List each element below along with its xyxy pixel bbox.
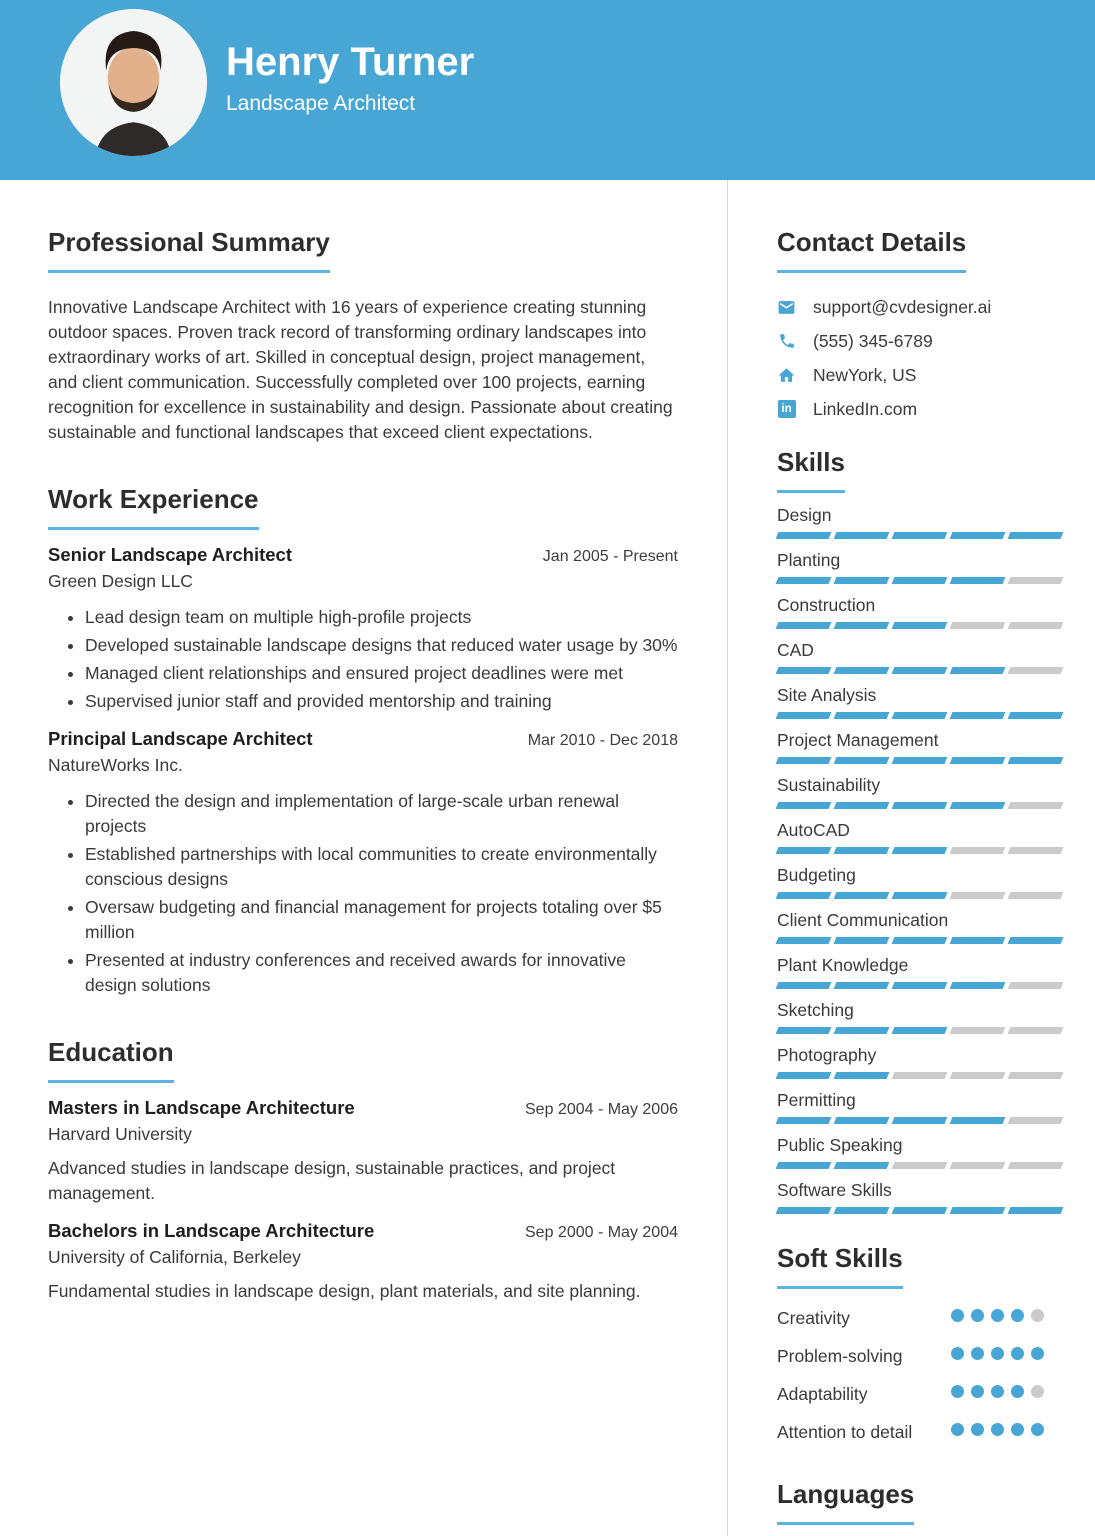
level-segment	[834, 667, 890, 674]
skill-name: Planting	[777, 549, 841, 570]
skill-name: Software Skills	[777, 1179, 892, 1200]
level-segment	[834, 1207, 890, 1214]
soft-skill-dots	[951, 1419, 1044, 1436]
level-segment	[1008, 982, 1064, 989]
level-segment	[1008, 757, 1064, 764]
degree-entry	[48, 1220, 678, 1304]
skill-name: Project Management	[777, 729, 939, 750]
level-segment	[776, 892, 832, 899]
degree-title: Masters in Landscape Architecture	[48, 1096, 355, 1118]
level-segment	[776, 712, 832, 719]
level-segment	[1008, 847, 1064, 854]
level-dot	[971, 1423, 984, 1436]
envelope-icon	[777, 298, 796, 317]
level-segment	[1008, 937, 1064, 944]
level-segment	[1008, 802, 1064, 809]
level-segment	[892, 577, 948, 584]
main-column	[0, 180, 727, 1536]
level-dot	[951, 1385, 964, 1398]
contact-location-row	[777, 365, 1062, 386]
soft-skill-item	[777, 1305, 1062, 1332]
level-segment	[950, 757, 1006, 764]
level-segment	[1008, 1072, 1064, 1079]
soft-skills-section	[777, 1244, 1062, 1446]
skill-item	[777, 1000, 1062, 1034]
contact-linkedin[interactable]: LinkedIn.com	[813, 398, 918, 419]
contact-phone-row[interactable]	[777, 331, 1062, 352]
job-bullet: • Established partnerships with local communities to create environmentally conscious designs	[85, 842, 678, 892]
level-segment	[950, 982, 1006, 989]
skill-item	[777, 595, 1062, 629]
level-segment	[892, 847, 948, 854]
skill-level-bar	[777, 622, 1062, 629]
level-dot	[951, 1423, 964, 1436]
level-dot	[1011, 1385, 1024, 1398]
level-segment	[834, 712, 890, 719]
skill-name: Budgeting	[777, 864, 856, 885]
level-segment	[1008, 1117, 1064, 1124]
experience-heading: Work Experience	[48, 485, 259, 530]
skill-level-bar	[777, 667, 1062, 674]
level-segment	[892, 1027, 948, 1034]
education-section	[48, 1038, 678, 1304]
level-segment	[1008, 892, 1064, 899]
soft-skill-dots	[951, 1343, 1044, 1360]
skill-level-bar	[777, 937, 1062, 944]
skill-level-bar	[777, 802, 1062, 809]
job-bullet: • Lead design team on multiple high-profile projects	[85, 605, 678, 630]
level-segment	[834, 757, 890, 764]
degree-entry	[48, 1097, 678, 1206]
skill-item	[777, 550, 1062, 584]
level-segment	[1008, 1207, 1064, 1214]
soft-skill-item	[777, 1343, 1062, 1370]
level-segment	[950, 937, 1006, 944]
soft-skill-name: Attention to detail	[777, 1421, 913, 1442]
level-segment	[1008, 532, 1064, 539]
degree-description: Fundamental studies in landscape design, plant materials, and site planning.	[48, 1280, 641, 1301]
level-segment	[776, 1162, 832, 1169]
level-segment	[892, 712, 948, 719]
level-dot	[991, 1309, 1004, 1322]
home-icon	[777, 366, 796, 385]
level-dot	[1011, 1309, 1024, 1322]
level-segment	[834, 532, 890, 539]
skill-name: Client Communication	[777, 909, 949, 930]
job-title: Senior Landscape Architect	[48, 543, 292, 565]
level-dot	[1031, 1423, 1044, 1436]
contact-linkedin-row[interactable]	[777, 399, 1062, 420]
level-segment	[834, 1072, 890, 1079]
avatar	[60, 9, 207, 156]
job-entry	[48, 544, 678, 714]
level-segment	[776, 1072, 832, 1079]
person-title: Landscape Architect	[226, 92, 416, 115]
job-title: Principal Landscape Architect	[48, 727, 313, 749]
experience-section	[48, 485, 678, 998]
sidebar-column	[727, 180, 1095, 1536]
skill-level-bar	[777, 757, 1062, 764]
person-name: Henry Turner	[226, 40, 475, 84]
degree-school: Harvard University	[48, 1123, 192, 1144]
linkedin-icon: in	[777, 400, 796, 419]
soft-skill-name: Creativity	[777, 1307, 850, 1328]
level-segment	[1008, 667, 1064, 674]
job-bullet: • Presented at industry conferences and received awards for innovative design solutions	[85, 948, 678, 998]
level-dot	[971, 1347, 984, 1360]
job-dates: Mar 2010 - Dec 2018	[527, 731, 678, 749]
summary-heading: Professional Summary	[48, 228, 330, 273]
skill-item	[777, 955, 1062, 989]
level-segment	[950, 622, 1006, 629]
skill-name: CAD	[777, 639, 814, 660]
level-segment	[950, 802, 1006, 809]
level-segment	[776, 937, 832, 944]
skill-name: Site Analysis	[777, 684, 877, 705]
level-dot	[1031, 1309, 1044, 1322]
level-segment	[950, 1072, 1006, 1079]
level-dot	[991, 1385, 1004, 1398]
level-segment	[950, 1027, 1006, 1034]
level-segment	[950, 532, 1006, 539]
contact-heading: Contact Details	[777, 228, 966, 273]
job-bullets	[48, 789, 678, 998]
level-segment	[950, 712, 1006, 719]
skill-item	[777, 640, 1062, 674]
level-segment	[1008, 577, 1064, 584]
level-segment	[892, 892, 948, 899]
level-dot	[971, 1385, 984, 1398]
skill-item	[777, 505, 1062, 539]
degree-dates: Sep 2000 - May 2004	[525, 1223, 678, 1241]
skill-level-bar	[777, 1117, 1062, 1124]
level-segment	[1008, 622, 1064, 629]
level-segment	[834, 937, 890, 944]
level-segment	[892, 757, 948, 764]
soft-skill-item	[777, 1381, 1062, 1408]
level-dot	[971, 1309, 984, 1322]
soft-skill-name: Adaptability	[777, 1383, 868, 1404]
level-segment	[950, 847, 1006, 854]
skills-list	[777, 505, 1062, 1214]
level-segment	[950, 892, 1006, 899]
job-bullet: • Directed the design and implementation of large-scale urban renewal projects	[85, 789, 678, 839]
contact-list	[777, 297, 1062, 420]
skill-name: AutoCAD	[777, 819, 850, 840]
skill-item	[777, 820, 1062, 854]
level-segment	[834, 1027, 890, 1034]
level-segment	[834, 847, 890, 854]
level-dot	[991, 1347, 1004, 1360]
skill-item	[777, 1090, 1062, 1124]
level-segment	[892, 937, 948, 944]
level-segment	[776, 1207, 832, 1214]
level-dot	[991, 1423, 1004, 1436]
level-segment	[950, 1117, 1006, 1124]
level-segment	[776, 1117, 832, 1124]
level-segment	[834, 982, 890, 989]
skill-name: Sustainability	[777, 774, 881, 795]
level-dot	[951, 1309, 964, 1322]
level-dot	[951, 1347, 964, 1360]
skill-level-bar	[777, 892, 1062, 899]
level-segment	[834, 577, 890, 584]
skill-name: Public Speaking	[777, 1134, 903, 1155]
job-company: NatureWorks Inc.	[48, 754, 183, 775]
phone-icon	[777, 332, 796, 351]
job-bullets	[48, 605, 678, 714]
skill-item	[777, 685, 1062, 719]
skill-name: Plant Knowledge	[777, 954, 909, 975]
skill-level-bar	[777, 712, 1062, 719]
level-dot	[1031, 1385, 1044, 1398]
skill-level-bar	[777, 1072, 1062, 1079]
level-segment	[776, 757, 832, 764]
contact-section	[777, 228, 1062, 420]
level-segment	[950, 1207, 1006, 1214]
header-band	[0, 0, 1095, 180]
level-dot	[1011, 1423, 1024, 1436]
skill-level-bar	[777, 1027, 1062, 1034]
summary-section	[48, 228, 678, 445]
languages-heading: Languages	[777, 1480, 914, 1525]
contact-location: NewYork, US	[813, 364, 917, 385]
level-segment	[950, 1162, 1006, 1169]
degree-description: Advanced studies in landscape design, sustainable practices, and project management.	[48, 1157, 616, 1203]
contact-phone[interactable]: (555) 345-6789	[813, 330, 933, 351]
skill-item	[777, 1045, 1062, 1079]
contact-email[interactable]: support@cvdesigner.ai	[813, 296, 992, 317]
skill-level-bar	[777, 577, 1062, 584]
skill-level-bar	[777, 1162, 1062, 1169]
level-segment	[892, 1207, 948, 1214]
degree-title: Bachelors in Landscape Architecture	[48, 1219, 375, 1241]
skill-name: Construction	[777, 594, 876, 615]
level-segment	[950, 577, 1006, 584]
level-segment	[776, 1027, 832, 1034]
contact-email-row[interactable]	[777, 297, 1062, 318]
level-segment	[834, 892, 890, 899]
job-company: Green Design LLC	[48, 570, 193, 591]
skill-item	[777, 910, 1062, 944]
skill-name: Photography	[777, 1044, 877, 1065]
soft-skill-dots	[951, 1381, 1044, 1398]
skill-level-bar	[777, 1207, 1062, 1214]
skill-item	[777, 865, 1062, 899]
degree-dates: Sep 2004 - May 2006	[525, 1100, 678, 1118]
level-segment	[1008, 712, 1064, 719]
skill-name: Design	[777, 504, 832, 525]
level-segment	[892, 1072, 948, 1079]
level-segment	[1008, 1027, 1064, 1034]
job-dates: Jan 2005 - Present	[542, 547, 678, 565]
level-segment	[892, 1162, 948, 1169]
skill-level-bar	[777, 847, 1062, 854]
soft-skills-list	[777, 1305, 1062, 1446]
job-entry	[48, 728, 678, 998]
job-bullet: • Oversaw budgeting and financial management for projects totaling over $5 million	[85, 895, 678, 945]
skill-item	[777, 1135, 1062, 1169]
level-segment	[892, 1117, 948, 1124]
level-segment	[776, 532, 832, 539]
skill-name: Permitting	[777, 1089, 856, 1110]
level-segment	[892, 982, 948, 989]
job-list	[48, 544, 678, 998]
level-dot	[1031, 1347, 1044, 1360]
soft-skill-dots	[951, 1305, 1044, 1322]
level-segment	[834, 1162, 890, 1169]
soft-skill-item	[777, 1419, 1062, 1446]
job-bullet: • Managed client relationships and ensured project deadlines were met	[85, 661, 678, 686]
level-segment	[776, 847, 832, 854]
level-segment	[892, 532, 948, 539]
soft-skills-heading: Soft Skills	[777, 1244, 903, 1289]
level-dot	[1011, 1347, 1024, 1360]
level-segment	[834, 622, 890, 629]
level-segment	[776, 667, 832, 674]
degree-list	[48, 1097, 678, 1304]
level-segment	[950, 667, 1006, 674]
profile-photo	[60, 9, 207, 156]
level-segment	[892, 802, 948, 809]
level-segment	[776, 622, 832, 629]
skill-item	[777, 730, 1062, 764]
skill-item	[777, 775, 1062, 809]
education-heading: Education	[48, 1038, 174, 1083]
skills-heading: Skills	[777, 448, 845, 493]
level-segment	[776, 982, 832, 989]
job-bullet: • Supervised junior staff and provided mentorship and training	[85, 689, 678, 714]
level-segment	[892, 667, 948, 674]
level-segment	[1008, 1162, 1064, 1169]
level-segment	[892, 622, 948, 629]
soft-skill-name: Problem-solving	[777, 1345, 903, 1366]
summary-text: Innovative Landscape Architect with 16 years of experience creating stunning outdoor spaces. Proven track record of transforming ordinary landscapes into extraordinary works of art. Skilled in conceptual design, project management, and client communication. Successfully completed over 100 projects, earning recognition for excellence in sustainability and design. Passionate about creating sustainable and functional landscapes that exceed client expectations.	[48, 296, 673, 442]
languages-section	[777, 1480, 1062, 1525]
level-segment	[776, 577, 832, 584]
skills-section	[777, 448, 1062, 1214]
skill-level-bar	[777, 532, 1062, 539]
job-bullet: • Developed sustainable landscape designs that reduced water usage by 30%	[85, 633, 678, 658]
skill-name: Sketching	[777, 999, 854, 1020]
skill-item	[777, 1180, 1062, 1214]
level-segment	[776, 802, 832, 809]
degree-school: University of California, Berkeley	[48, 1246, 301, 1267]
skill-level-bar	[777, 982, 1062, 989]
level-segment	[834, 802, 890, 809]
level-segment	[834, 1117, 890, 1124]
